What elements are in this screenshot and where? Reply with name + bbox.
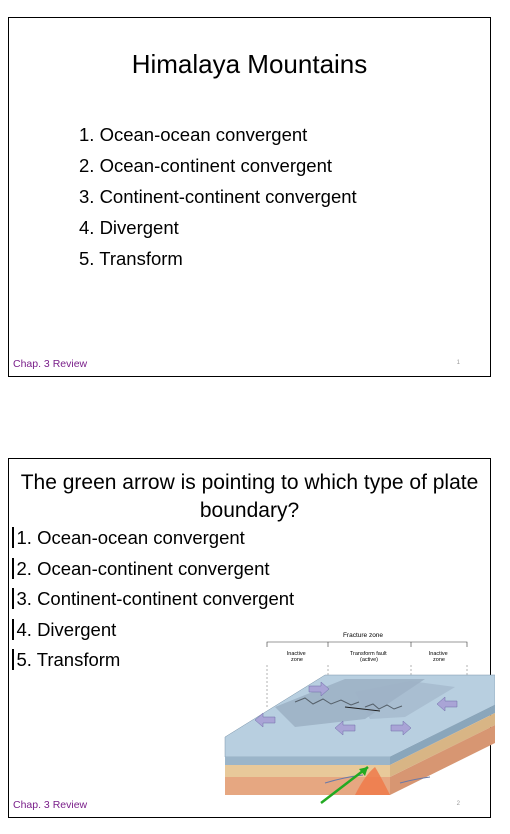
inactive-zone-right-label: Inactive zone (428, 651, 448, 663)
transform-fault-label: Transform fault (active) (349, 651, 387, 663)
transform-fault-diagram (205, 607, 495, 819)
slide-title: Himalaya Mountains (131, 49, 368, 79)
option-item: 2. Ocean-continent convergent (79, 155, 332, 176)
option-item: 4. Divergent (12, 619, 294, 650)
option-item: 3. Continent-continent convergent (12, 588, 294, 619)
option-item: 5. Transform (79, 248, 183, 269)
fracture-zone-label: Fracture zone (342, 632, 384, 639)
option-item: 1. Ocean-ocean convergent (79, 124, 308, 145)
option-item: 3. Continent-continent convergent (79, 186, 357, 207)
inactive-zone-left-label: Inactive zone (286, 651, 306, 663)
page-number: 2 (456, 801, 460, 807)
slide-footer: Chap. 3 Review (13, 358, 88, 370)
option-item: 1. Ocean-ocean convergent (12, 527, 294, 558)
slide-2 (8, 458, 491, 818)
slide-1 (8, 17, 491, 377)
slide-footer: Chap. 3 Review (13, 799, 88, 811)
answer-options (79, 124, 357, 279)
page-number: 1 (456, 360, 460, 366)
option-item: 2. Ocean-continent convergent (12, 558, 294, 589)
slide-title: The green arrow is pointing to which type of plate boundary? (20, 471, 479, 522)
option-item: 5. Transform (12, 649, 294, 680)
option-item: 4. Divergent (79, 217, 179, 238)
